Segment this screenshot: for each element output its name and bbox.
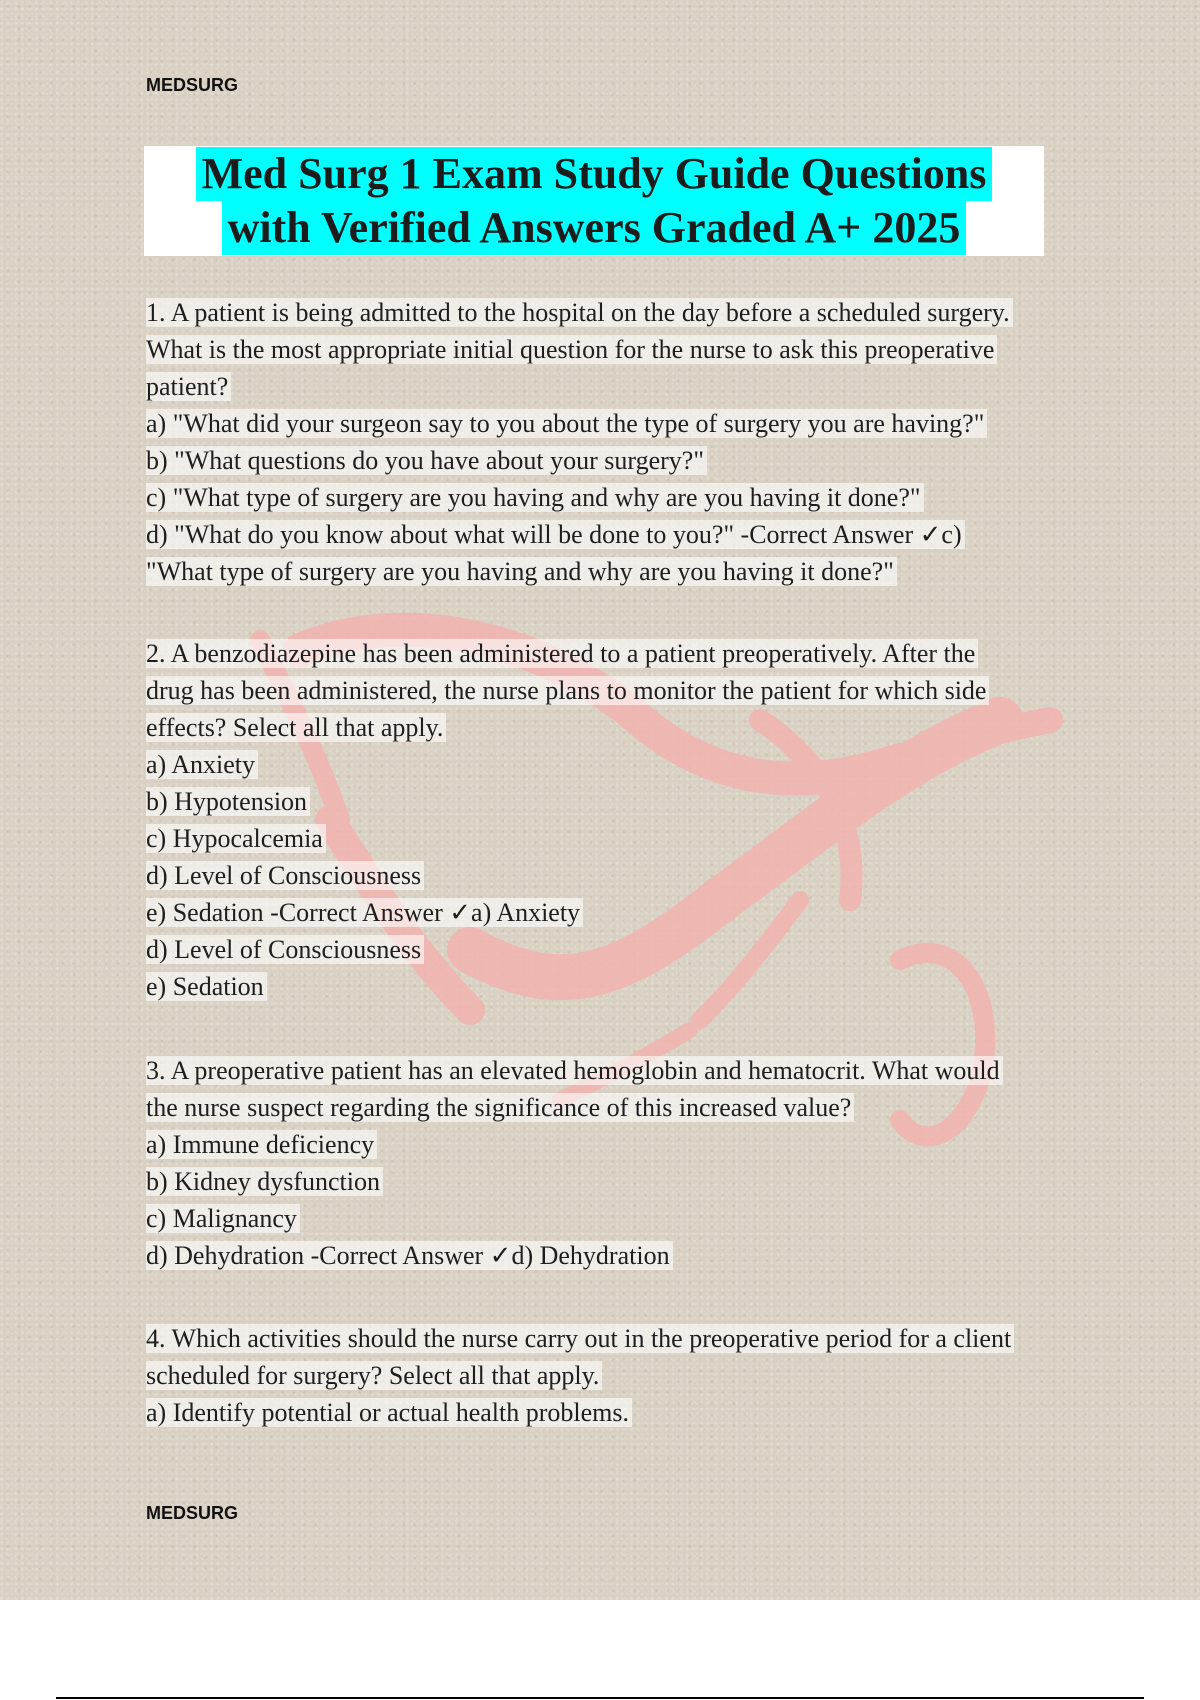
question-4 (146, 1320, 1096, 1431)
question-1 (146, 294, 1096, 590)
question-text-line: What is the most appropriate initial question for the nurse to ask this preoperative (146, 335, 997, 364)
question-text-line: patient? (146, 372, 231, 401)
answer-option: a) "What did your surgeon say to you about the type of surgery you are having?" (146, 409, 987, 438)
answer-option: b) "What questions do you have about your surgery?" (146, 446, 707, 475)
title-line-2: with Verified Answers Graded A+ 2025 (222, 201, 967, 255)
question-text-line: scheduled for surgery? Select all that apply. (146, 1361, 602, 1390)
answer-option: d) Level of Consciousness (146, 861, 424, 890)
page-bottom-rule (56, 1697, 1144, 1699)
answer-option-with-correct-answer: d) "What do you know about what will be done to you?" -Correct Answer ✓c) (146, 520, 965, 549)
title-line-1: Med Surg 1 Exam Study Guide Questions (196, 147, 993, 201)
header-label: MEDSURG (146, 75, 239, 95)
answer-option: a) Identify potential or actual health problems. (146, 1398, 632, 1427)
answer-option-with-correct-answer: d) Dehydration -Correct Answer ✓d) Dehydration (146, 1241, 673, 1270)
question-text-line: 1. A patient is being admitted to the hospital on the day before a scheduled surgery. (146, 298, 1013, 327)
question-text-line: drug has been administered, the nurse plans to monitor the patient for which side (146, 676, 989, 705)
answer-option: c) Malignancy (146, 1204, 300, 1233)
question-text-line: 4. Which activities should the nurse carry out in the preoperative period for a client (146, 1324, 1014, 1353)
question-text-line: the nurse suspect regarding the significance of this increased value? (146, 1093, 854, 1122)
answer-option: c) Hypocalcemia (146, 824, 326, 853)
question-3 (146, 1052, 1096, 1274)
correct-answer-text: "What type of surgery are you having and why are you having it done?" (146, 557, 897, 586)
answer-option: a) Immune deficiency (146, 1130, 377, 1159)
answer-option: c) "What type of surgery are you having and why are you having it done?" (146, 483, 924, 512)
answer-option: b) Hypotension (146, 787, 310, 816)
answer-option: b) Kidney dysfunction (146, 1167, 383, 1196)
answer-option-with-correct-answer: e) Sedation -Correct Answer ✓a) Anxiety (146, 898, 583, 927)
answer-option: a) Anxiety (146, 750, 258, 779)
question-text-line: 3. A preoperative patient has an elevated hemoglobin and hematocrit. What would (146, 1056, 1003, 1085)
footer-label: MEDSURG (146, 1503, 239, 1523)
question-text-line: effects? Select all that apply. (146, 713, 446, 742)
correct-answer-text: d) Level of Consciousness (146, 935, 424, 964)
correct-answer-text: e) Sedation (146, 972, 267, 1001)
question-2 (146, 635, 1096, 1005)
document-title (144, 146, 1044, 256)
question-text-line: 2. A benzodiazepine has been administered to a patient preoperatively. After the (146, 639, 978, 668)
